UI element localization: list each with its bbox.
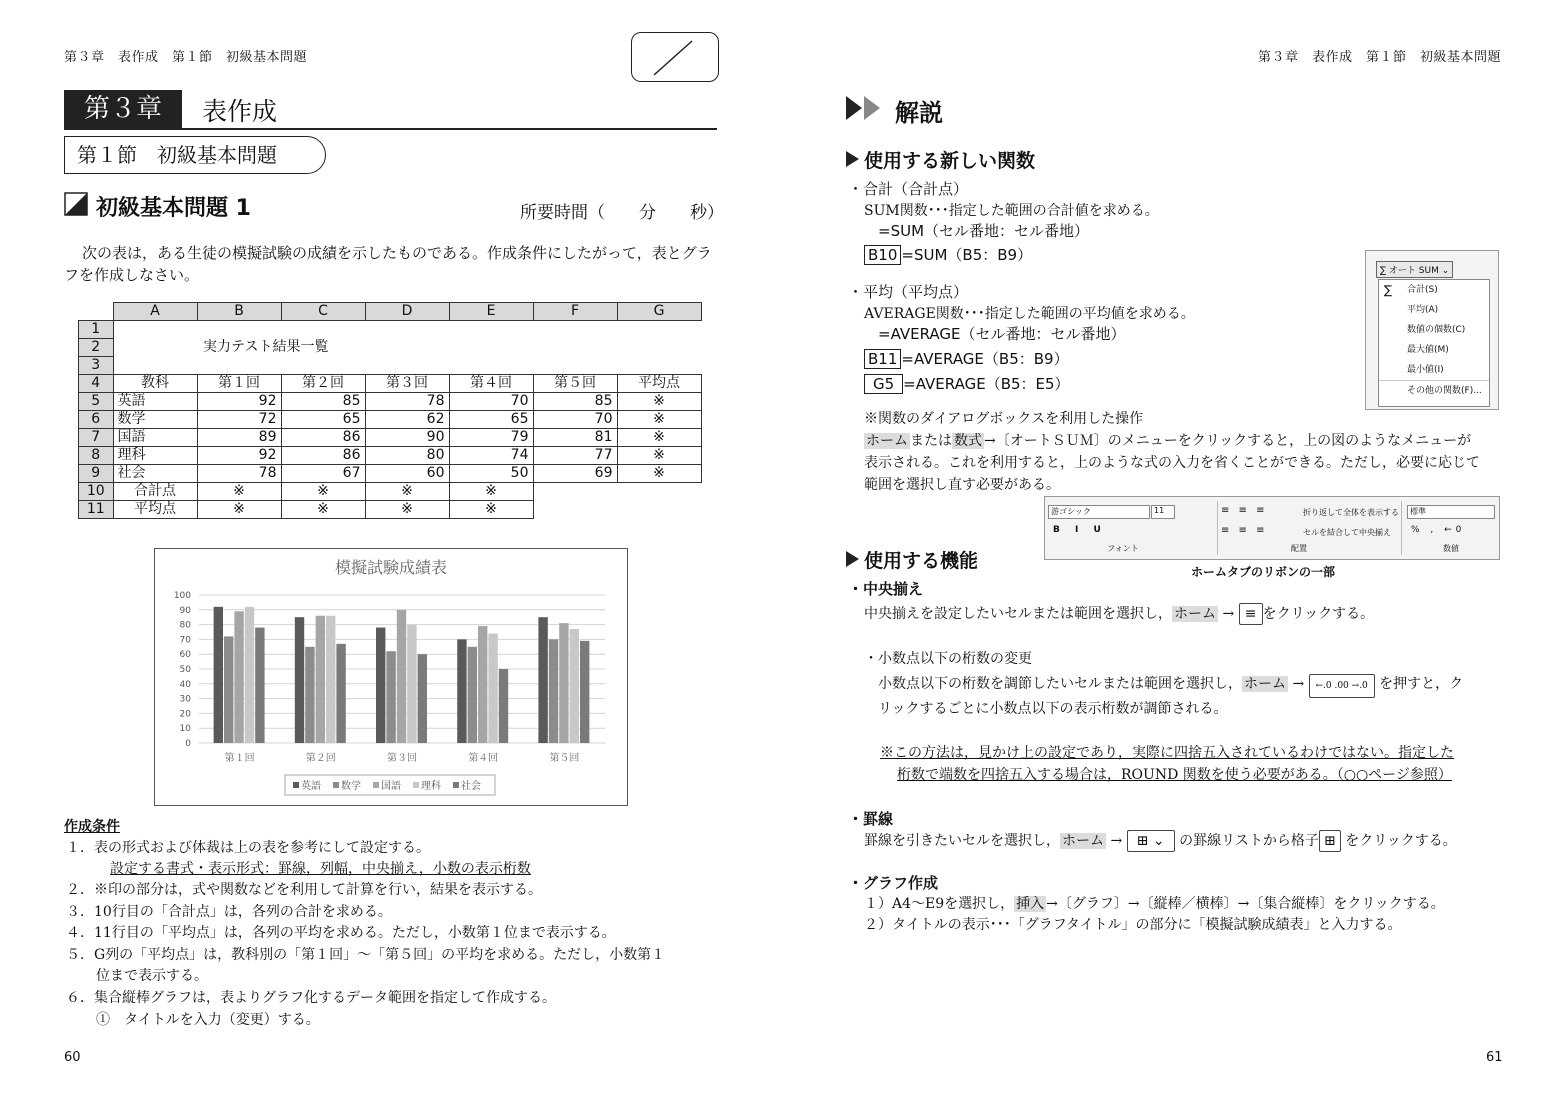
bar-英語-第２回 <box>295 617 304 743</box>
all-borders-icon: ⊞ <box>1319 830 1341 852</box>
arrow-icon: → <box>1110 833 1123 849</box>
row-header: 5 <box>79 393 114 411</box>
bar-社会-第４回 <box>499 669 508 743</box>
menu-item-sum[interactable]: 合計(S) <box>1407 285 1438 295</box>
condition-line: 設定する書式・表示形式：罫線，列幅，中央揃え，小数の表示桁数 <box>110 861 531 877</box>
center-line <box>864 603 1374 625</box>
avg-cell-box: B11 <box>864 349 901 369</box>
bar-chart <box>154 548 628 806</box>
bar-英語-第３回 <box>376 628 385 743</box>
average-cell: ※ <box>617 429 701 447</box>
y-tick-label: 100 <box>173 591 191 601</box>
x-tick-label: 第３回 <box>387 753 417 764</box>
score-cell: 62 <box>365 411 449 429</box>
bar-社会-第３回 <box>418 654 427 743</box>
sum-syntax: =SUM（セル番地：セル番地） <box>878 222 1090 240</box>
center-title: ・中央揃え <box>848 580 924 598</box>
sheet-table <box>78 302 702 519</box>
sum-desc: SUM関数･･･指定した範囲の合計値を求める。 <box>864 203 1159 219</box>
row-header: 7 <box>79 429 114 447</box>
condition-line: ３．10行目の「合計点」は，各列の合計を求める。 <box>66 904 392 920</box>
col-header: C <box>281 303 365 321</box>
note-title: ※関数のダイアログボックスを利用した操作 <box>864 411 1144 427</box>
row-header: 10 <box>79 483 114 501</box>
triangle-icon <box>846 551 860 571</box>
running-head-left: 第３章 表作成 第１節 初級基本問題 <box>64 50 308 65</box>
legend-swatch <box>293 782 299 788</box>
note-line-3: 範囲を選択し直す必要がある。 <box>864 477 1060 493</box>
avg-cell: ※ <box>449 501 533 519</box>
y-tick-label: 20 <box>179 709 191 720</box>
horizontal-align-icons[interactable]: ≡ ≡ ≡ <box>1221 525 1268 536</box>
bar-理科-第５回 <box>570 629 579 743</box>
average-cell: ※ <box>617 465 701 483</box>
caution-line-2: 桁数で端数を四捨五入する場合は，ROUND 関数を使う必要がある。（○○ページ参照） <box>897 767 1452 783</box>
score-cell: 85 <box>533 393 617 411</box>
condition-line: ６．集合縦棒グラフは，表よりグラフ化するデータ範囲を指定して作成する。 <box>66 990 556 1006</box>
center-text: をクリックする。 <box>1262 606 1375 622</box>
legend-swatch <box>373 782 379 788</box>
intro-line-1: 次の表は，ある生徒の模擬試験の成績を示したものである。作成条件にしたがって，表とグラ <box>82 244 712 262</box>
center-align-icon: ≡ <box>1239 603 1263 625</box>
spreadsheet <box>78 302 702 519</box>
avg-example-line-1 <box>864 348 1069 369</box>
total-cell: ※ <box>197 483 281 501</box>
average-cell: ※ <box>617 447 701 465</box>
total-cell: ※ <box>365 483 449 501</box>
font-name-box[interactable]: 游ゴシック <box>1048 505 1150 519</box>
decimal-title: ・小数点以下の桁数の変更 <box>864 651 1032 667</box>
menu-item-more-functions[interactable]: その他の関数(F)... <box>1379 380 1489 401</box>
bar-理科-第３回 <box>407 625 416 743</box>
align-icons[interactable]: ≡ ≡ ≡ <box>1221 505 1268 516</box>
y-tick-label: 90 <box>179 605 191 616</box>
formula-tab-label: 数式 <box>954 433 982 449</box>
bar-理科-第２回 <box>326 616 335 743</box>
align-group-label: 配置 <box>1291 544 1307 553</box>
row-header: 1 <box>79 321 114 339</box>
page-number-right: 61 <box>1486 1050 1503 1065</box>
check-stamp-box <box>631 32 719 82</box>
row-header: 2 <box>79 339 114 357</box>
condition-line: １．表の形式および体裁は上の表を参考にして設定する。 <box>66 840 430 856</box>
score-cell: 65 <box>281 411 365 429</box>
chart-svg <box>155 549 627 805</box>
chapter-bar <box>64 90 717 130</box>
score-cell: 70 <box>449 393 533 411</box>
home-tab-label: ホーム <box>1174 606 1216 622</box>
legend-label: 理科 <box>421 781 441 792</box>
arrow-icon: → <box>1222 606 1235 622</box>
note-line-2: 表示される。これを利用すると，上のような式の入力を省くことができる。ただし，必要に応じて <box>864 455 1480 471</box>
insert-tab-label: 挿入 <box>1016 896 1045 912</box>
font-size-box[interactable]: 11 <box>1151 505 1175 519</box>
graph-title: ・グラフ作成 <box>848 874 939 892</box>
bold-italic-underline-icons[interactable]: B I U <box>1053 525 1107 535</box>
table-header-cell: 第５回 <box>533 375 617 393</box>
score-cell: 74 <box>449 447 533 465</box>
avg-cell: ※ <box>281 501 365 519</box>
score-cell: 78 <box>365 393 449 411</box>
bar-英語-第１回 <box>214 607 223 743</box>
col-header: D <box>365 303 449 321</box>
note-text: →〔オートＳＵＭ〕のメニューをクリックすると，上の図のようなメニューが <box>984 433 1472 449</box>
chapter-title: 表作成 <box>202 97 278 126</box>
table-header-cell: 第３回 <box>365 375 449 393</box>
bar-国語-第１回 <box>234 611 243 743</box>
slash-mark-icon <box>632 33 718 81</box>
ribbon-caption: ホームタブのリボンの一部 <box>1191 565 1336 579</box>
menu-item-count[interactable]: 数値の個数(C) <box>1407 325 1466 335</box>
bar-国語-第２回 <box>316 616 325 743</box>
number-group-label: 数値 <box>1443 544 1459 553</box>
x-tick-label: 第５回 <box>549 753 580 764</box>
score-cell: 86 <box>281 447 365 465</box>
bar-国語-第４回 <box>478 626 487 743</box>
avg-syntax: =AVERAGE（セル番地：セル番地） <box>878 325 1126 343</box>
avg-label-cell: 平均点 <box>113 501 197 519</box>
caution-line-1: ※この方法は，見かけ上の設定であり，実際に四捨五入されているわけではない。指定した <box>880 745 1454 761</box>
font-group-label: フォント <box>1107 544 1139 553</box>
table-header-cell: 第１回 <box>197 375 281 393</box>
bar-社会-第２回 <box>336 644 345 743</box>
home-tab-label: ホーム <box>1244 676 1286 692</box>
arrow-icon: → <box>1292 676 1305 692</box>
row-header: 3 <box>79 357 114 375</box>
table-header-cell: 第２回 <box>281 375 365 393</box>
total-label-cell: 合計点 <box>113 483 197 501</box>
avg-example: =AVERAGE（B5：E5） <box>903 375 1070 393</box>
time-label: 所要時間（ 分 秒） <box>520 203 724 223</box>
legend-label: 国語 <box>381 781 401 792</box>
y-tick-label: 0 <box>185 739 191 749</box>
chart-title: 模擬試験成績表 <box>334 558 448 577</box>
subject-cell: 英語 <box>113 393 197 411</box>
running-head-right: 第３章 表作成 第１節 初級基本問題 <box>1258 50 1502 65</box>
y-tick-label: 70 <box>179 635 191 646</box>
bar-理科-第４回 <box>488 633 497 743</box>
sum-example: =SUM（B5：B9） <box>901 246 1033 264</box>
legend-label: 社会 <box>461 781 481 792</box>
subject-cell: 国語 <box>113 429 197 447</box>
average-cell: ※ <box>617 411 701 429</box>
bar-国語-第５回 <box>559 623 568 743</box>
score-cell: 78 <box>197 465 281 483</box>
border-text: の罫線リストから格子 <box>1179 833 1319 849</box>
problem-title: 初級基本問題 1 <box>96 196 251 221</box>
row-header: 6 <box>79 411 114 429</box>
border-title: ・罫線 <box>848 810 894 828</box>
sum-title: ・合計（合計点） <box>848 180 969 198</box>
avg-cell: ※ <box>365 501 449 519</box>
sum-cell-box: B10 <box>864 245 901 265</box>
score-cell: 65 <box>449 411 533 429</box>
score-cell: 92 <box>197 393 281 411</box>
sum-example-line <box>864 244 1032 265</box>
bar-数学-第２回 <box>305 647 314 743</box>
condition-line: 位まで表示する。 <box>96 968 208 984</box>
border-line <box>864 830 1457 852</box>
autosum-button[interactable]: ∑ オート SUM ⌄ <box>1376 261 1453 278</box>
wrap-text-button[interactable]: 折り返して全体を表示する <box>1303 508 1399 517</box>
score-cell: 80 <box>365 447 449 465</box>
ribbon-divider <box>1401 501 1402 555</box>
note-line-1 <box>864 430 1471 450</box>
home-tab-label: ホーム <box>866 433 908 449</box>
row-header: 8 <box>79 447 114 465</box>
legend-label: 英語 <box>301 781 321 792</box>
menu-item-max[interactable]: 最大値(M) <box>1407 345 1449 355</box>
total-cell: ※ <box>281 483 365 501</box>
bar-数学-第５回 <box>549 639 558 743</box>
new-functions-title: 使用する新しい関数 <box>864 150 1036 172</box>
graph-text: →〔グラフ〕→〔縦棒／横棒〕→〔集合縦棒〕をクリックする。 <box>1046 896 1445 912</box>
score-cell: 86 <box>281 429 365 447</box>
x-tick-label: 第４回 <box>468 753 499 764</box>
note-text: または <box>910 433 952 449</box>
score-cell: 79 <box>449 429 533 447</box>
legend-swatch <box>333 782 339 788</box>
bar-国語-第３回 <box>397 610 406 743</box>
home-tab-label: ホーム <box>1062 833 1104 849</box>
score-cell: 81 <box>533 429 617 447</box>
y-tick-label: 40 <box>179 679 191 690</box>
graph-step-1 <box>864 893 1445 913</box>
features-title: 使用する機能 <box>864 550 979 572</box>
col-header: B <box>197 303 281 321</box>
right-heading: 解説 <box>895 99 943 127</box>
bar-理科-第１回 <box>245 607 254 743</box>
score-cell: 60 <box>365 465 449 483</box>
avg-cell: ※ <box>197 501 281 519</box>
page-number-left: 60 <box>64 1050 81 1065</box>
row-header: 11 <box>79 501 114 519</box>
decimal-text: を押すと，ク <box>1379 676 1464 692</box>
number-format-icons[interactable]: % , ←0 <box>1411 525 1466 535</box>
col-header: G <box>617 303 701 321</box>
center-text: 中央揃えを設定したいセルまたは範囲を選択し， <box>864 606 1172 622</box>
decimal-line <box>878 673 1463 698</box>
avg-cell-box: G5 <box>864 374 903 394</box>
ribbon-divider <box>1217 501 1218 555</box>
score-cell: 90 <box>365 429 449 447</box>
score-cell: 89 <box>197 429 281 447</box>
x-tick-label: 第１回 <box>224 753 255 764</box>
legend-swatch <box>453 782 459 788</box>
score-cell: 70 <box>533 411 617 429</box>
triangle-icon <box>846 151 860 171</box>
decimal-text: 小数点以下の桁数を調節したいセルまたは範囲を選択し， <box>878 676 1242 692</box>
avg-example-line-2 <box>864 373 1070 394</box>
condition-line: ５．G列の「平均点」は，教科別の「第１回」～「第５回」の平均を求める。ただし，小数第１ <box>66 947 666 963</box>
bar-英語-第４回 <box>457 639 466 743</box>
avg-desc: AVERAGE関数･･･指定した範囲の平均値を求める。 <box>864 306 1195 322</box>
y-tick-label: 30 <box>179 694 191 705</box>
condition-line: ４．11行目の「平均点」は，各列の平均を求める。ただし，小数第１位まで表示する。 <box>66 925 616 941</box>
intro-line-2: フを作成しなさい。 <box>64 266 200 284</box>
sheet-title: 実力テスト結果一覧 <box>203 339 329 355</box>
score-cell: 92 <box>197 447 281 465</box>
subject-cell: 数学 <box>113 411 197 429</box>
graph-text: １）A4～E9を選択し， <box>864 896 1015 912</box>
score-cell: 85 <box>281 393 365 411</box>
double-triangle-icon <box>846 96 886 124</box>
conditions-title: 作成条件 <box>64 819 120 835</box>
col-header: E <box>449 303 533 321</box>
condition-line: ① タイトルを入力（変更）する。 <box>96 1012 320 1028</box>
x-tick-label: 第２回 <box>305 753 336 764</box>
subject-cell: 社会 <box>113 465 197 483</box>
decimal-line-2: リックするごとに小数点以下の表示桁数が調節される。 <box>878 701 1228 717</box>
chapter-label: 第３章 <box>64 90 182 128</box>
y-tick-label: 80 <box>179 620 191 631</box>
y-tick-label: 60 <box>179 650 191 661</box>
menu-item-average[interactable]: 平均(A) <box>1407 305 1439 315</box>
y-tick-label: 50 <box>179 665 191 675</box>
problem-mark-icon <box>64 192 90 218</box>
border-text: 罫線を引きたいセルを選択し， <box>864 833 1060 849</box>
bar-社会-第５回 <box>580 641 589 743</box>
border-list-icon: ⊞ ⌄ <box>1127 830 1175 852</box>
score-cell: 50 <box>449 465 533 483</box>
score-cell: 67 <box>281 465 365 483</box>
autosum-menu-screenshot <box>1365 250 1499 410</box>
bar-社会-第１回 <box>255 628 264 743</box>
bar-数学-第４回 <box>468 647 477 743</box>
y-tick-label: 10 <box>179 724 191 735</box>
row-header: 4 <box>79 375 114 393</box>
legend-label: 数学 <box>341 781 361 792</box>
score-cell: 69 <box>533 465 617 483</box>
bar-英語-第５回 <box>538 617 547 743</box>
bar-数学-第１回 <box>224 636 233 743</box>
table-header-cell: 平均点 <box>617 375 701 393</box>
table-header-cell: 第４回 <box>449 375 533 393</box>
total-cell: ※ <box>449 483 533 501</box>
average-cell: ※ <box>617 393 701 411</box>
score-cell: 77 <box>533 447 617 465</box>
menu-item-min[interactable]: 最小値(I) <box>1407 365 1444 375</box>
avg-example: =AVERAGE（B5：B9） <box>901 350 1069 368</box>
border-text: をクリックする。 <box>1345 833 1457 849</box>
col-header: F <box>533 303 617 321</box>
subject-cell: 理科 <box>113 447 197 465</box>
legend-swatch <box>413 782 419 788</box>
table-header-cell: 教科 <box>113 375 197 393</box>
autosum-dropdown <box>1378 279 1490 407</box>
score-cell: 72 <box>197 411 281 429</box>
bar-数学-第３回 <box>386 651 395 743</box>
number-format-box[interactable]: 標準 <box>1407 505 1495 519</box>
sigma-icon: ∑ <box>1384 283 1393 297</box>
row-header: 9 <box>79 465 114 483</box>
condition-line: ２．※印の部分は，式や関数などを利用して計算を行い，結果を表示する。 <box>66 882 542 898</box>
home-ribbon-screenshot <box>1044 496 1500 560</box>
avg-title: ・平均（平均点） <box>848 283 969 301</box>
merge-center-button[interactable]: セルを結合して中央揃え <box>1303 528 1391 537</box>
graph-step-2: ２）タイトルの表示･･･「グラフタイトル」の部分に「模擬試験成績表」と入力する。 <box>864 917 1402 933</box>
decimal-increase-decrease-icon: ←.0 .00 →.0 <box>1309 674 1375 698</box>
col-header: A <box>113 303 197 321</box>
section-title: 第１節 初級基本問題 <box>64 136 326 174</box>
